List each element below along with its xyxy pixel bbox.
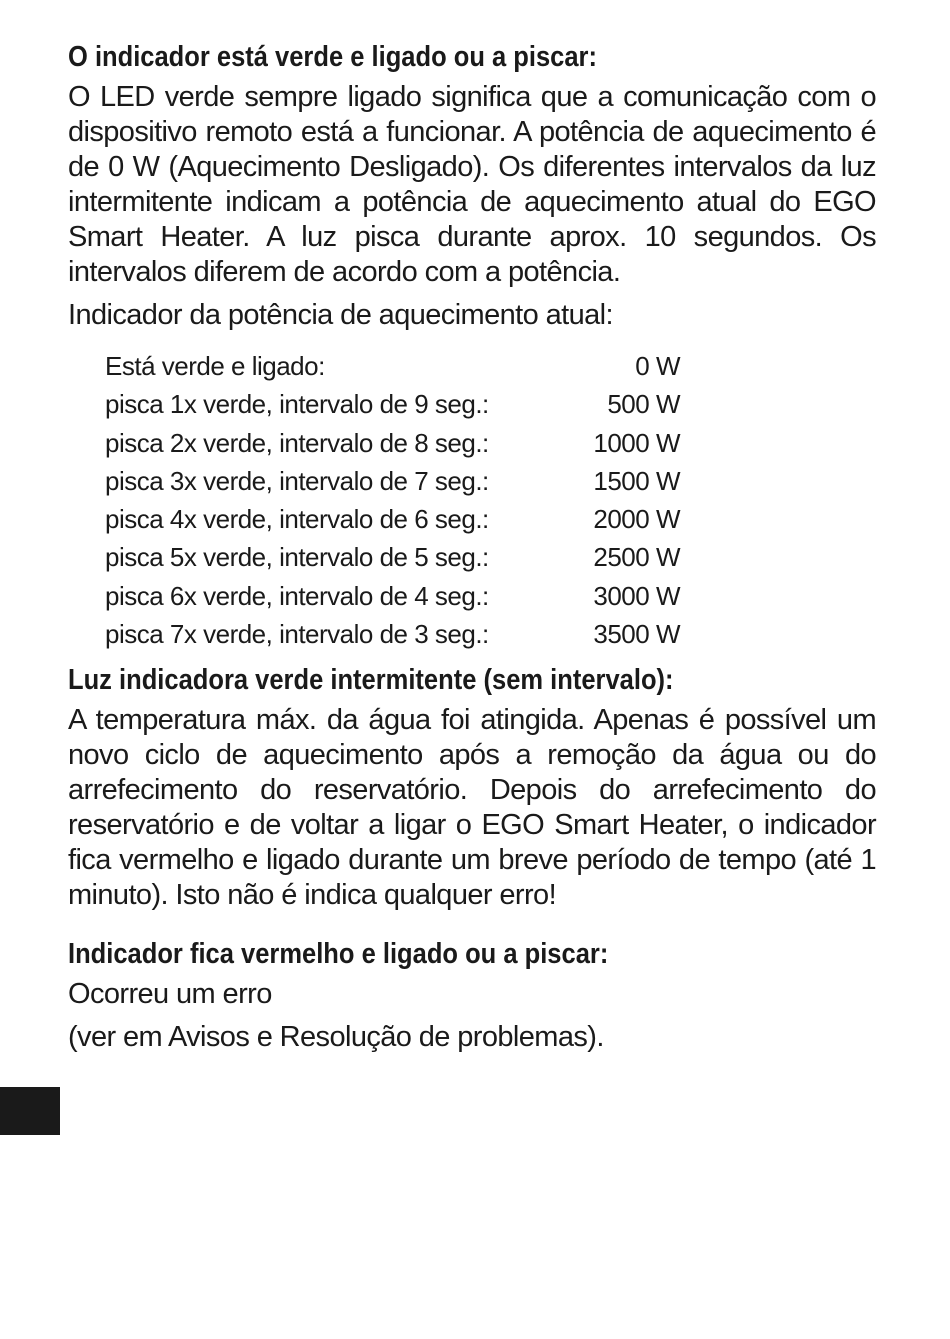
- section3-line2: (ver em Avisos e Resolução de problemas).: [68, 1021, 604, 1054]
- row-value: 500 W: [607, 389, 680, 420]
- row-value: 3000 W: [593, 580, 680, 611]
- row-value: 1000 W: [593, 427, 680, 458]
- table-row: [105, 500, 680, 538]
- section1-heading: O indicador está verde e ligado ou a piscar:: [68, 41, 598, 73]
- table-row: [105, 347, 680, 385]
- table-row: [105, 424, 680, 462]
- section3-heading: Indicador fica vermelho e ligado ou a piscar:: [68, 938, 609, 971]
- row-label: pisca 5x verde, intervalo de 5 seg.:: [105, 542, 489, 573]
- row-label: Está verde e ligado:: [105, 351, 325, 381]
- row-value: 2500 W: [593, 542, 680, 573]
- document-page: [68, 38, 876, 1055]
- row-label: pisca 1x verde, intervalo de 9 seg.:: [105, 389, 489, 420]
- row-value: 3500 W: [593, 619, 680, 650]
- page-edge-tab: [0, 1087, 60, 1135]
- table-intro: Indicador da potência de aquecimento atual:: [68, 299, 613, 331]
- section2-heading: Luz indicadora verde intermitente (sem intervalo):: [68, 664, 674, 697]
- table-row: [105, 538, 680, 576]
- row-value: 2000 W: [593, 504, 680, 535]
- section3-line1: Ocorreu um erro: [68, 978, 272, 1011]
- section1-body: O LED verde sempre ligado significa que a comunicação com o dispositivo remoto está a funcionar. A potência de aquecimento é de 0 W (Aquecimento Desligado). Os diferentes intervalos da luz intermitente indicam a potência de aquecimento atual do EGO Smart Heater. A luz pisca durante aprox. 10 segundos. Os intervalos diferem de acordo com a potência.: [68, 81, 876, 288]
- table-row: [105, 615, 680, 653]
- row-label: pisca 6x verde, intervalo de 4 seg.:: [105, 580, 489, 611]
- table-row: [105, 462, 680, 500]
- power-table: [105, 347, 680, 653]
- table-row: [105, 385, 680, 423]
- row-label: pisca 7x verde, intervalo de 3 seg.:: [105, 619, 489, 650]
- row-label: pisca 3x verde, intervalo de 7 seg.:: [105, 465, 489, 496]
- row-value: 1500 W: [593, 465, 680, 496]
- row-value: 0 W: [635, 351, 680, 381]
- row-label: pisca 4x verde, intervalo de 6 seg.:: [105, 504, 489, 535]
- row-label: pisca 2x verde, intervalo de 8 seg.:: [105, 427, 489, 458]
- table-row: [105, 577, 680, 615]
- section2-body: A temperatura máx. da água foi atingida. Apenas é possível um novo ciclo de aquecimento após a remoção da água ou do arrefecimento do reservatório. Depois do arrefecimento do reservatório e de voltar a ligar o EGO Smart Heater, o indicador fica vermelho e ligado durante um breve período de tempo (até 1 minuto). Isto não é indica qualquer erro!: [68, 704, 876, 912]
